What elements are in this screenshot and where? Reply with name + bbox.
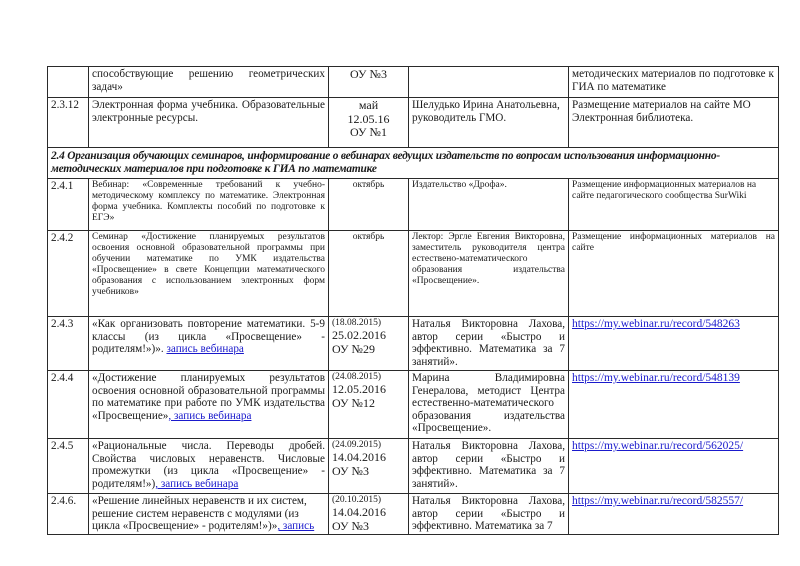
responsible <box>409 67 569 98</box>
webinar-url-link[interactable]: https://my.webinar.ru/record/548139 <box>572 372 740 384</box>
table-row <box>48 494 779 535</box>
row-number: 2.4.4 <box>48 371 89 439</box>
event-month: май <box>358 98 379 112</box>
row-number: 2.4.2 <box>48 231 89 317</box>
document-page <box>47 66 778 535</box>
result: методических материалов по подготовке к ГИА по математике <box>569 67 779 98</box>
row-number: 2.4.1 <box>48 179 89 231</box>
event-day: 14.04.2016 <box>332 505 386 519</box>
event-date <box>329 317 409 371</box>
event-date <box>329 494 409 535</box>
result <box>569 317 779 371</box>
result <box>569 371 779 439</box>
event-day: 25.02.2016 <box>332 328 386 342</box>
webinar-recording-link[interactable]: запись вебинара <box>166 343 244 356</box>
table-row <box>48 371 779 439</box>
responsible: Шелудько Ирина Анатольевна, руководитель ГМО. <box>409 98 569 148</box>
section-title: 2.4 Организация обучающих семинаров, информирование о вебинарах ведущих издательств по вопросам использования информационно-методических материалов при подготовке к ГИА по математике <box>48 148 779 179</box>
event-day: 12.05.2016 <box>332 382 386 396</box>
table-row <box>48 231 779 317</box>
section-header-row <box>48 148 779 179</box>
row-number <box>48 67 89 98</box>
webinar-url-link[interactable]: https://my.webinar.ru/record/582557/ <box>572 495 744 507</box>
event-day: 14.04.2016 <box>332 450 386 464</box>
table-row <box>48 98 779 148</box>
table-row <box>48 439 779 494</box>
row-number: 2.4.6. <box>48 494 89 535</box>
original-date: (24.08.2015) <box>332 372 382 382</box>
event-description: Семинар «Достижение планируемых результатов освоения основной образовательной программы при обучении математике по УМК издательства «Просвещение» в свете Концепции математического образования с использованием электронных форм учебников» <box>89 231 329 317</box>
event-description <box>89 371 329 439</box>
result-line: Электронная библиотека. <box>572 111 694 124</box>
event-date <box>329 98 409 148</box>
responsible: Наталья Викторовна Лахова, автор серии «Быстро и эффективно. Математика за 7 занятий». <box>409 317 569 371</box>
event-place: ОУ №3 <box>332 518 369 533</box>
event-date <box>329 439 409 494</box>
table-row <box>48 179 779 231</box>
table-row <box>48 67 779 98</box>
event-description <box>89 439 329 494</box>
event-description: Электронная форма учебника. Образовательные электронные ресурсы. <box>89 98 329 148</box>
result <box>569 494 779 535</box>
result <box>569 439 779 494</box>
event-text: «Рациональные числа. Переводы дробей. Свойства числовых неравенств. Числовые промежутки (из цикла «Просвещение» - родителям!») <box>92 440 325 490</box>
webinar-recording-link[interactable]: , запись вебинара <box>168 409 252 422</box>
webinar-url-link[interactable]: https://my.webinar.ru/record/562025/ <box>572 440 744 452</box>
event-date: октябрь <box>329 179 409 231</box>
result-line: Размещение материалов на сайте МО <box>572 99 751 111</box>
event-date: октябрь <box>329 231 409 317</box>
event-date: ОУ №3 <box>329 67 409 98</box>
webinar-recording-link[interactable]: , запись вебинара <box>155 477 239 490</box>
responsible: Наталья Викторовна Лахова, автор серии «Быстро и эффективно. Математика за 7 <box>409 494 569 535</box>
responsible: Наталья Викторовна Лахова, автор серии «Быстро и эффективно. Математика за 7 занятий». <box>409 439 569 494</box>
event-place: ОУ №3 <box>332 463 369 478</box>
responsible: Марина Владимировна Генералова, методист Центра естественно-математического образования издательства «Просвещение». <box>409 371 569 439</box>
event-text: «Достижение планируемых результатов освоения основной образовательной программы по математике при работе по УМК издательства «Просвещение» <box>92 372 325 422</box>
event-date <box>329 371 409 439</box>
original-date: (24.09.2015) <box>332 440 382 450</box>
original-date: (20.10.2015) <box>332 495 382 505</box>
webinar-url-link[interactable]: https://my.webinar.ru/record/548263 <box>572 318 740 330</box>
event-place: ОУ №29 <box>332 341 375 356</box>
webinar-recording-link[interactable]: , запись <box>277 520 315 533</box>
responsible: Издательство «Дрофа». <box>409 179 569 231</box>
event-text: «Решение линейных неравенств и их систем, решение систем неравенств с модулями (из цикла «Просвещение» - родителям!»)» <box>92 495 307 533</box>
event-description <box>89 494 329 535</box>
event-text: «Как организовать повторение математики. 5-9 классы (из цикла «Просвещение» - родителям!»)». <box>92 318 325 356</box>
row-number: 2.4.5 <box>48 439 89 494</box>
event-day: 12.05.16 <box>347 111 390 126</box>
result: Размещение информационных материалов на сайте педагогического сообщества SurWiki <box>569 179 779 231</box>
original-date: (18.08.2015) <box>332 318 382 328</box>
row-number: 2.4.3 <box>48 317 89 371</box>
event-place: ОУ №12 <box>332 395 375 410</box>
result <box>569 98 779 148</box>
event-place: ОУ №1 <box>350 125 387 139</box>
event-description <box>89 317 329 371</box>
result: Размещение информационных материалов на сайте <box>569 231 779 317</box>
event-description: способствующие решению геометрических задач» <box>89 67 329 98</box>
plan-table <box>47 66 779 535</box>
table-row <box>48 317 779 371</box>
event-description: Вебинар: «Современные требований к учебно-методическому комплексу по математике. Электронная форма учебника. Комплекты пособий по подготовке к ЕГЭ» <box>89 179 329 231</box>
responsible: Лектор: Эргле Евгения Викторовна, заместитель руководителя центра естествено-математического образования издательства «Просвещение». <box>409 231 569 317</box>
row-number: 2.3.12 <box>48 98 89 148</box>
